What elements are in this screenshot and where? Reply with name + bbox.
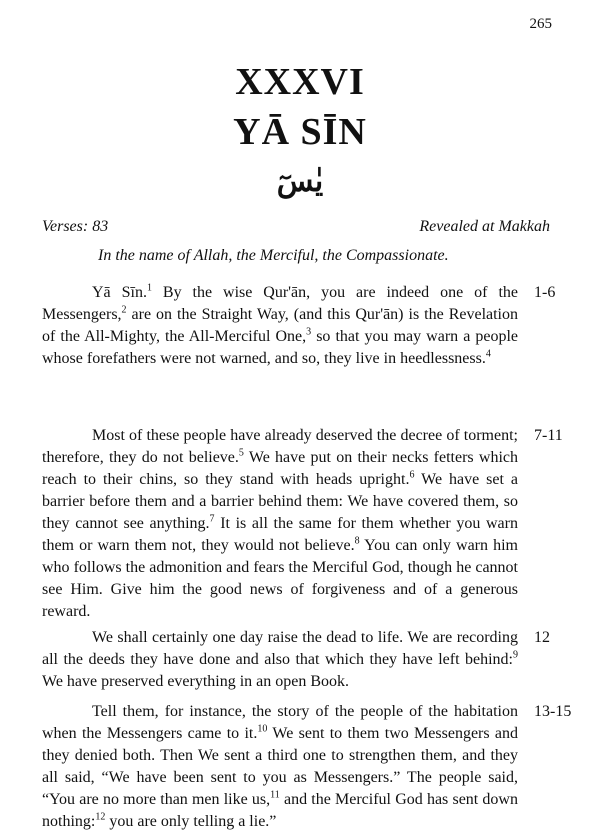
page-number: 265 [529, 16, 552, 32]
revelation-place: Revealed at Makkah [419, 218, 550, 235]
text-segment: You can only warn him who follows the admonition and fears the Merciful God, though he cannot see Him. Give him the good news of forgiveness and of a generous reward. [42, 537, 518, 620]
passage-text [42, 701, 518, 833]
passage-text [42, 425, 518, 623]
text-segment: We have preserved everything in an open Book. [42, 673, 350, 690]
verse-passage [42, 627, 600, 693]
text-segment: Yā Sīn. [92, 284, 147, 301]
text-segment: We shall certainly one day raise the dead to life. We are recording all the deeds they have done and also that which they have left behind: [42, 629, 518, 668]
footnote-marker: 1 [146, 282, 152, 294]
basmala: In the name of Allah, the Merciful, the Compassionate. [98, 247, 449, 264]
footnote-marker: 5 [238, 447, 244, 459]
meta-row [42, 218, 550, 236]
passage-text [42, 627, 518, 693]
footnote-marker: 12 [95, 811, 106, 823]
footnote-marker: 6 [409, 469, 415, 481]
verse-reference: 7-11 [534, 427, 563, 444]
footnote-marker: 10 [257, 723, 268, 735]
footnote-marker: 3 [306, 326, 312, 338]
text-segment: We sent to them two Messengers and they denied both. Then We sent a third one to strengthen them, and they all said, “We have been sent to you as Messengers.” The people said, “You are no more than men like us, [42, 725, 519, 808]
footnote-marker: 9 [513, 649, 518, 661]
arabic-title: يٰسٓ [276, 165, 324, 198]
verse-reference: 1-6 [534, 284, 556, 301]
verse-passage [42, 425, 600, 623]
verse-reference: 13-15 [534, 703, 572, 720]
text-segment: Tell them, for instance, the story of the people of the habitation when the Messengers came to it. [42, 703, 518, 742]
surah-number: XXXVI [235, 61, 365, 103]
verses-count: Verses: 83 [42, 218, 109, 235]
text-segment: By the wise Qur'ān, you are indeed one of the Messengers, [42, 284, 518, 323]
passage-text [42, 282, 518, 370]
footnote-marker: 8 [354, 535, 360, 547]
text-segment: you are only telling a lie.” [105, 813, 277, 830]
surah-title: YĀ SĪN [233, 111, 367, 153]
footnote-marker: 7 [209, 513, 215, 525]
text-segment: so that you may warn a people whose forefathers were not warned, and so, they live in heedlessness. [42, 328, 518, 367]
footnote-marker: 4 [485, 348, 491, 360]
text-segment: It is all the same for them whether you warn them or warn them not, they would not believe. [42, 515, 518, 554]
text-segment: Most of these people have already deserved the decree of torment; therefore, they do not believe. [42, 427, 518, 466]
verse-passage [42, 282, 600, 370]
footnote-marker: 2 [121, 304, 127, 316]
text-segment: We have put on their necks fetters which reach to their chins, so they stand with heads upright. [42, 449, 519, 488]
footnote-marker: 11 [270, 789, 280, 801]
text-segment: We have set a barrier before them and a barrier behind them: We have covered them, so they cannot see anything. [42, 471, 519, 532]
verse-reference: 12 [534, 629, 550, 646]
text-segment: and the Merciful God has sent down nothing: [42, 791, 518, 830]
verse-passage [42, 701, 600, 833]
text-segment: are on the Straight Way, (and this Qur'ān) is the Revelation of the All-Mighty, the All-Merciful One, [42, 306, 518, 345]
